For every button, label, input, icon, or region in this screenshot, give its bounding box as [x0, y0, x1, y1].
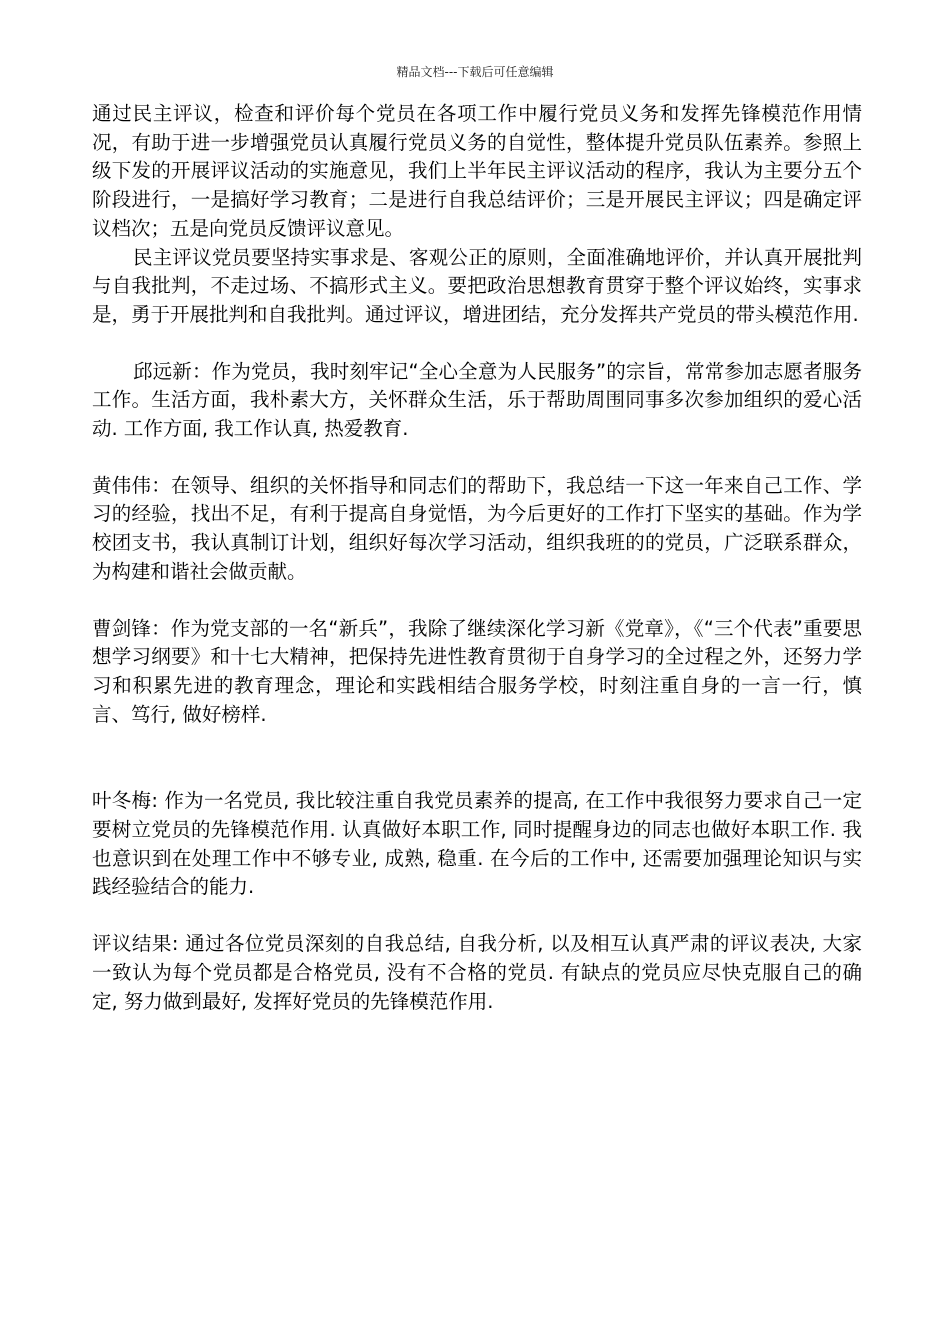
paragraph-huang-weiwei: 黄伟伟：在领导、组织的关怀指导和同志们的帮助下，我总结一下这一年来自己工作、学习的经验，找出不足，有利于提高自身觉悟，为今后更好的工作打下坚实的基础。作为学校团支书，我认真制订计划，组织好每次学习活动，组织我班的的党员，广泛联系群众，为构建和谐社会做贡献。	[92, 473, 862, 583]
paragraph-principles: 民主评议党员要坚持实事求是、客观公正的原则，全面准确地评价，并认真开展批判与自我批判，不走过场、不搞形式主义。要把政治思想教育贯穿于整个评议始终，实事求是，勇于开展批判和自我批判。通过评议，增进团结，充分发挥共产党员的带头模范作用.	[92, 245, 862, 326]
page-header: 精品文档---下载后可任意编辑	[396, 65, 554, 79]
paragraph-cao-jianfeng: 曹剑锋：作为党支部的一名“新兵”，我除了继续深化学习新《党章》，《“三个代表”重要思想学习纲要》和十七大精神，把保持先进性教育贯彻于自身学习的全过程之外，还努力学习和积累先进的教育理念，理论和实践相结合服务学校，时刻注重自身的一言一行，慎言、笃行, 做好榜样.	[92, 616, 862, 726]
document-body	[92, 100, 862, 1016]
paragraph-intro: 通过民主评议，检查和评价每个党员在各项工作中履行党员义务和发挥先锋模范作用情况，有助于进一步增强党员认真履行党员义务的自觉性，整体提升党员队伍素养。参照上级下发的开展评议活动的实施意见，我们上半年民主评议活动的程序，我认为主要分五个阶段进行，一是搞好学习教育；二是进行自我总结评价；三是开展民主评议；四是确定评议档次；五是向党员反馈评议意见。	[92, 102, 862, 240]
paragraph-gap	[92, 902, 862, 930]
paragraph-gap	[92, 330, 862, 358]
paragraph-result: 评议结果: 通过各位党员深刻的自我总结, 自我分析, 以及相互认真严肃的评议表决, 大家一致认为每个党员都是合格党员, 没有不合格的党员. 有缺点的党员应尽快克服自己的确定, 努力做到最好, 发挥好党员的先锋模范作用.	[92, 932, 862, 1013]
paragraph-ye-dongmei: 叶冬梅: 作为一名党员, 我比较注重自我党员素养的提高, 在工作中我很努力要求自己一定要树立党员的先锋模范作用. 认真做好本职工作, 同时提醒身边的同志也做好本职工作. 我也意识到在处理工作中不够专业, 成熟, 稳重. 在今后的工作中, 还需要加强理论知识与实践经验结合的能力.	[92, 789, 862, 899]
paragraph-gap	[92, 444, 862, 472]
paragraph-qiu-yuanxin: 邱远新：作为党员，我时刻牢记“全心全意为人民服务”的宗旨，常常参加志愿者服务工作。生活方面，我朴素大方，关怀群众生活，乐于帮助周围同事多次参加组织的爱心活动. 工作方面, 我工作认真, 热爱教育.	[92, 359, 862, 441]
paragraph-gap	[92, 587, 862, 615]
paragraph-gap	[92, 729, 862, 787]
